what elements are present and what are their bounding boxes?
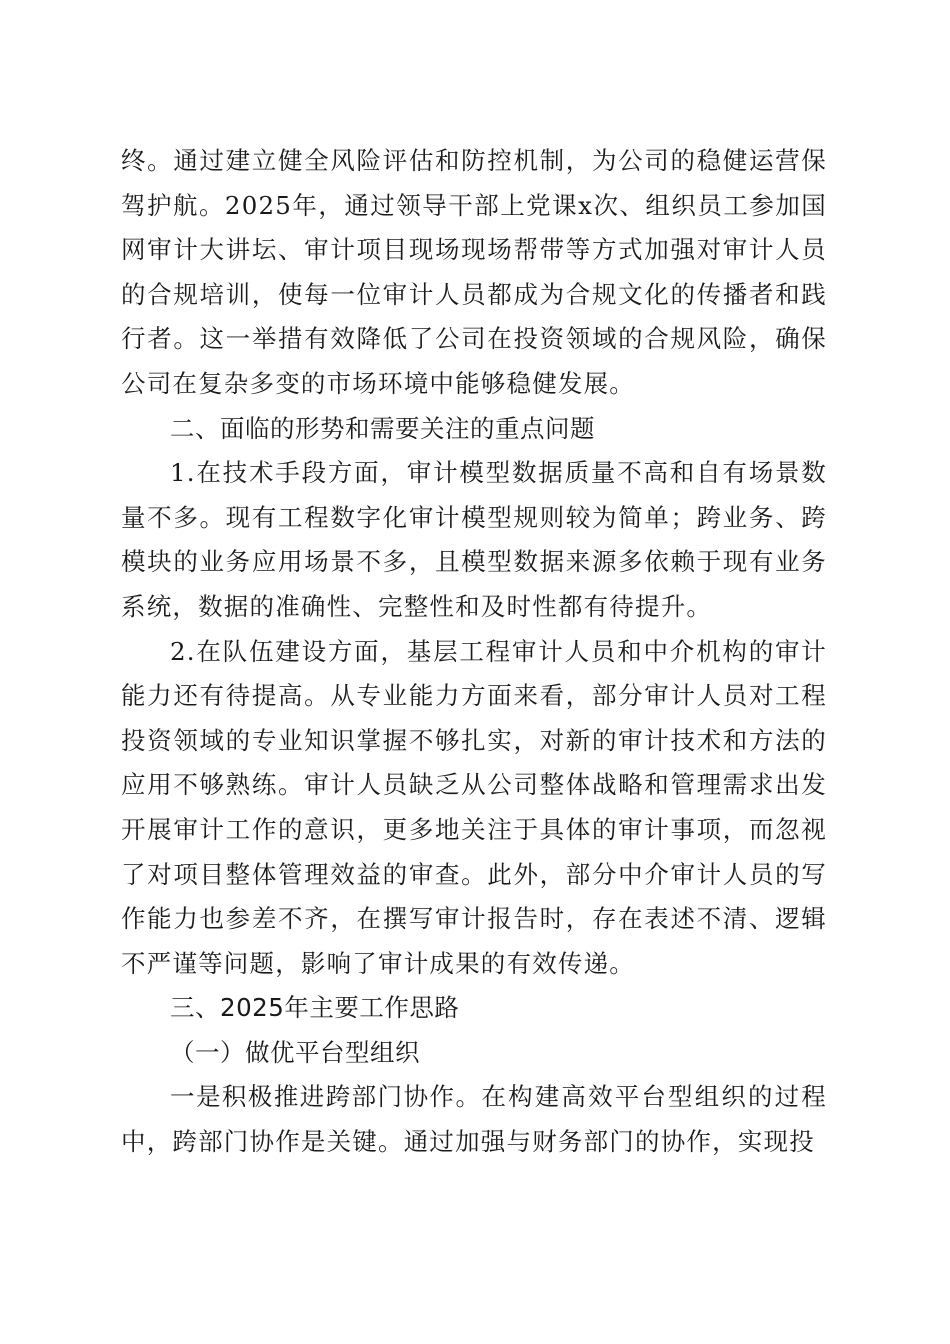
paragraph-technical-issues: 1.在技术手段方面，审计模型数据质量不高和自有场景数量不多。现有工程数字化审计模型规则较为简单；跨业务、跨模块的业务应用场景不多，且模型数据来源多依赖于现有业务系统，数据的准确性、完整性和及时性都有待提升。 — [121, 458, 827, 621]
paragraph-cross-department — [121, 1075, 827, 1164]
paragraph-compliance-training: 终。通过建立健全风险评估和防控机制，为公司的稳健运营保驾护航。2025年，通过领导干部上党课x次、组织员工参加国网审计大讲坛、审计项目现场现场帮带等方式加强对审计人员的合规培训，使每一位审计人员都成为合规文化的传播者和践行者。这一举措有效降低了公司在投资领域的合规风险，确保公司在复杂多变的市场环境中能够稳健发展。 — [121, 146, 827, 398]
section-heading-3: 三、2025年主要工作思路 — [170, 993, 460, 1023]
section-heading-2: 二、面临的形势和需要关注的重点问题 — [170, 413, 595, 443]
paragraph-body-text: 在构建高效平台型组织的过程中，跨部门协作是关键。通过加强与财务部门的协作，实现投 — [121, 1082, 827, 1157]
subsection-heading-1: （一）做优平台型组织 — [170, 1037, 420, 1067]
paragraph-lead-phrase: 一是积极推进跨部门协作。 — [170, 1082, 482, 1112]
paragraph-team-issues: 2.在队伍建设方面，基层工程审计人员和中介机构的审计能力还有待提高。从专业能力方面来看，部分审计人员对工程投资领域的专业知识掌握不够扎实，对新的审计技术和方法的应用不够熟练。审计人员缺乏从公司整体战略和管理需求出发开展审计工作的意识，更多地关注于具体的审计事项，而忽视了对项目整体管理效益的审查。此外，部分中介审计人员的写作能力也参差不齐，在撰写审计报告时，存在表述不清、逻辑不严谨等问题，影响了审计成果的有效传递。 — [121, 636, 827, 978]
document-body — [121, 139, 827, 1165]
